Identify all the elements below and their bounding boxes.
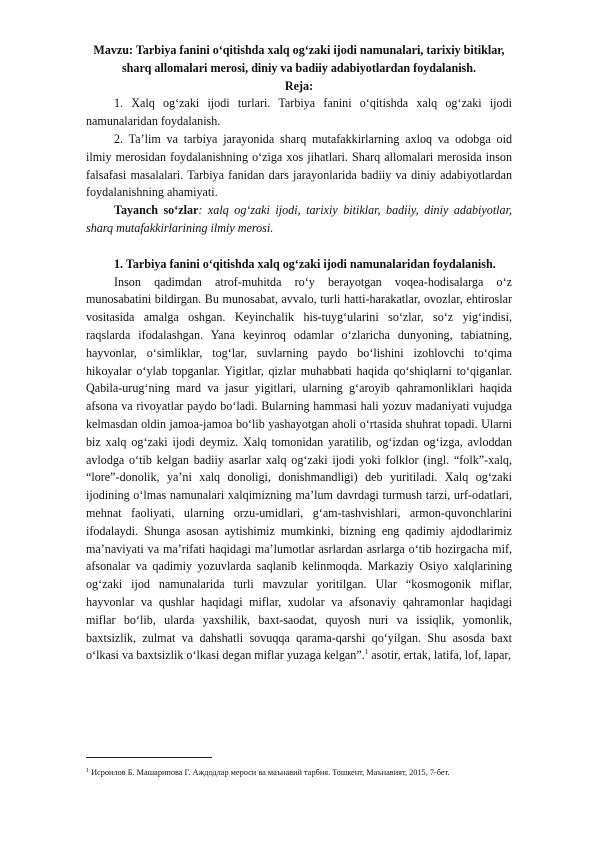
- footnote-divider: [86, 757, 212, 758]
- body-text: Inson qadimdan atrof-muhitda ro‘y berayotgan voqea-hodisalarga o‘z munosabatini bildirgan. Bu munosabat, avvalo, turli hatti-harakatlar, ovozlar, ehtiroslar vositasida amalga oshgan. Keyinchalik his-tuyg‘ularini so‘zlar, so‘z yig‘indisi, raqslarda ifodalashgan. Yana keyinroq odamlar o‘zlaricha dunyoning, tabiatning, hayvonlar, o‘simliklar, tog‘lar, suvlarning paydo bo‘lishini izohlovchi to‘qima hikoyalar o‘ylab topganlar. Yigitlar, qizlar muhabbati haqida qo‘shiqlarni to‘qiganlar. Qabila-urug‘ning mard va jasur yigitlari, ularning g‘aroyib qahramonliklari haqida afsona va rivoyatlar paydo bo‘ladi. Bularning hammasi hali yozuv madaniyati vujudga kelmasdan oldin jamoa-jamoa bo‘lib yashayotgan aholi o‘rtasida shuhrat topadi. Ularni biz xalq og‘zaki ijodi deymiz. Xalq tomonidan yaratilib, og‘izdan og‘izga, avloddan avlodga o‘tib kelgan badiiy asarlar xalq og‘zaki ijodi yoki folklor (ingl. “folk”-xalq, “lore”-donolik, ya’ni xalq donoligi, donishmandligi) deb yuritiladi. Xalq og‘zaki ijodining o‘lmas namunalari xalqimizning ma’lum davrdagi turmush tarzi, urf-odatlari, mehnat faoliyati, ularning orzu-umidlari, g‘am-tashvishlari, armon-quvonchlarini ifodalaydi. Shunga asosan aytishimiz mumkinki, bizning eng qadimiy ajdodlarimiz ma’naviyati va ma’rifati haqidagi ma’lumotlar asrlardan asrlarga o‘tib hozirgacha mif, afsonalar va qadimiy yozuvlarda saqlanib kelinmoqda. Markaziy Osiyo xalqlarining og‘zaki ijod namunalarida turli mavzular yoritilgan. Ular “kosmogonik miflar, hayvonlar va qushlar haqidagi miflar, xudolar va afsonaviy qahramonlar haqidagi miflar bo‘lib, ularda yaxshilik, baxt-saodat, quyosh nuri va issiqlik, yomonlik, baxtsizlik, zulmat va dahshatli sovuqqa qarama-qarshi qo‘yilgan. Shu asosda baxt o‘lkasi va baxtsizlik o‘lkasi degan miflar yuzaga kelgan”.: [86, 274, 512, 663]
- body-continuation: asotir, ertak, latifa, lof, lapar,: [368, 648, 511, 663]
- footnote-text: Исроилов Б. Машарипова Г. Аждодлар мероси ва маънавий тарбия. Тошкент, Маънавият, 2015, 7-бет.: [91, 768, 450, 777]
- keywords-label: Tayanch so‘zlar: [114, 203, 199, 218]
- plan-item-2: 2. Ta’lim va tarbiya jarayonida sharq mutafakkirlarning axloq va odobga oid ilmiy merosidan foydalanishning o‘ziga xos jihatlari. Sharq allomalari merosida inson falsafasi masalalari. Tarbiya fanidan dars jarayonlarida badiiy va diniy adabiyotlardan foydalanishning ahamiyati.: [86, 131, 512, 200]
- plan-heading: Reja:: [284, 78, 314, 93]
- body-paragraph: [86, 274, 512, 666]
- document-title: Mavzu: Tarbiya fanini o‘qitishda xalq og‘zaki ijodi namunalari, tarixiy bitiklar, sharq allomalari merosi, diniy va badiiy adabiyotlardan foydalanish.: [93, 43, 505, 75]
- paragraph-gap: [86, 238, 512, 256]
- footnote-number: 1: [86, 768, 89, 774]
- section-heading: 1. Tarbiya fanini o‘qitishda xalq og‘zaki ijodi namunalaridan foydalanish.: [114, 256, 496, 271]
- plan-item-1: 1. Xalq og‘zaki ijodi turlari. Tarbiya fanini o‘qitishda xalq og‘zaki ijodi namunalaridan foydalanish.: [86, 96, 512, 129]
- keywords-paragraph: [86, 202, 512, 238]
- footnote-reference: 1: [364, 648, 369, 657]
- document-page: [86, 42, 512, 665]
- keywords-text: : xalq og‘zaki ijodi, tarixiy bitiklar, badiiy, diniy adabiyotlar, sharq mutafakkirlarining ilmiy merosi.: [86, 203, 512, 235]
- footnote: [86, 768, 516, 777]
